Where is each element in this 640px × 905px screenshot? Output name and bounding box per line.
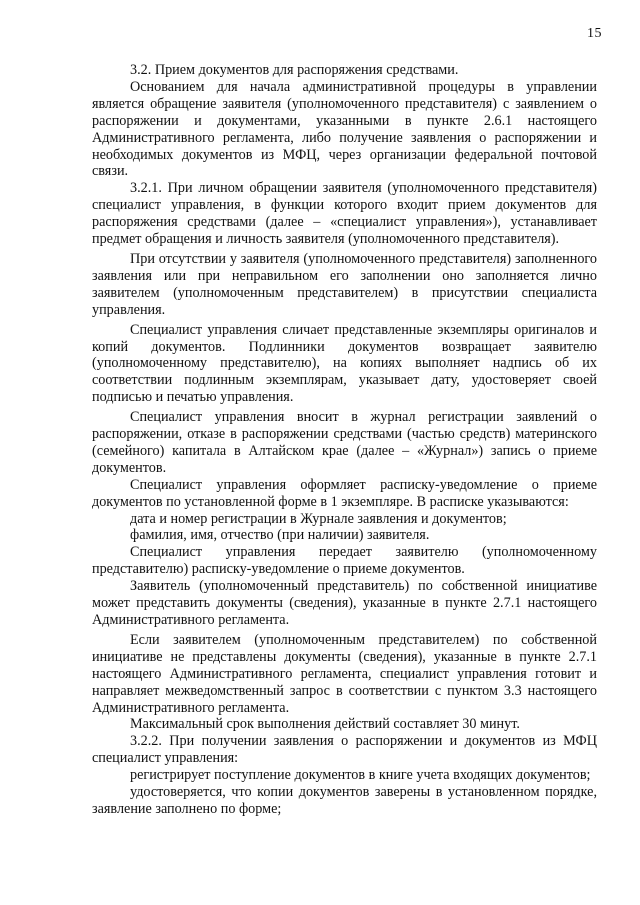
paragraph: Основанием для начала административной процедуры в управлении является обращение заявителя (уполномоченного представителя) с заявлением о распоряжении и документами, указанными в пункте 2.6.1 настоящего Административного регламента, либо получение заявления о распоряжении и необходимых документов из МФЦ, через организации федеральной почтовой связи. [92,78,597,180]
paragraph: Специалист управления оформляет расписку-уведомление о приеме документов по установленной форме в 1 экземпляре. В расписке указываются: [92,476,597,510]
page-number: 15 [587,26,602,41]
list-item: удостоверяется, что копии документов заверены в установленном порядке, заявление заполнено по форме; [92,784,597,817]
list-item: регистрирует поступление документов в книге учета входящих документов; [130,767,591,784]
paragraph: Заявитель (уполномоченный представитель) по собственной инициативе может представить документы (сведения), указанные в пункте 2.7.1 настоящего Административного регламента. [92,578,597,628]
paragraph: Если заявителем (уполномоченным представителем) по собственной инициативе не представлены документы (сведения), указанные в пункте 2.7.1 настоящего Административного регламента, специалист управления готовит и направляет межведомственный запрос в соответствии с пунктом 3.3 настоящего Административного регламента. [92,631,597,716]
paragraph: При отсутствии у заявителя (уполномоченного представителя) заполненного заявления или при неправильном его заполнении оно заполняется лично заявителем (уполномоченным представителем) в присутствии специалиста управления. [92,250,597,318]
paragraph: Специалист управления сличает представленные экземпляры оригиналов и копий документов. Подлинники документов возвращает заявителю (уполномоченному представителю), на копиях выполняет надпись об их соответствии подлинным экземплярам, указывает дату, удостоверяет своей подписью и печатью управления. [92,321,597,406]
paragraph: Специалист управления передает заявителю (уполномоченному представителю) расписку-уведомление о приеме документов. [92,544,597,578]
paragraph: Максимальный срок выполнения действий составляет 30 минут. [130,716,520,733]
subsection-paragraph: 3.2.2. При получении заявления о распоряжении и документов из МФЦ специалист управления: [92,733,597,767]
list-item: фамилия, имя, отчество (при наличии) заявителя. [130,527,430,544]
list-item: дата и номер регистрации в Журнале заявления и документов; [130,510,507,527]
paragraph: Специалист управления вносит в журнал регистрации заявлений о распоряжении, отказе в распоряжении средствами (частью средств) материнского (семейного) капитала в Алтайском крае (далее – «Журнал») запись о приеме документов. [92,409,597,476]
section-heading: 3.2. Прием документов для распоряжения средствами. [130,62,459,78]
document-body [92,62,597,818]
subsection-paragraph: 3.2.1. При личном обращении заявителя (уполномоченного представителя) специалист управления, в функции которого входит прием документов для распоряжения средствами (далее – «специалист управления»), устанавливает предмет обращения и личность заявителя (уполномоченного представителя). [92,180,597,248]
